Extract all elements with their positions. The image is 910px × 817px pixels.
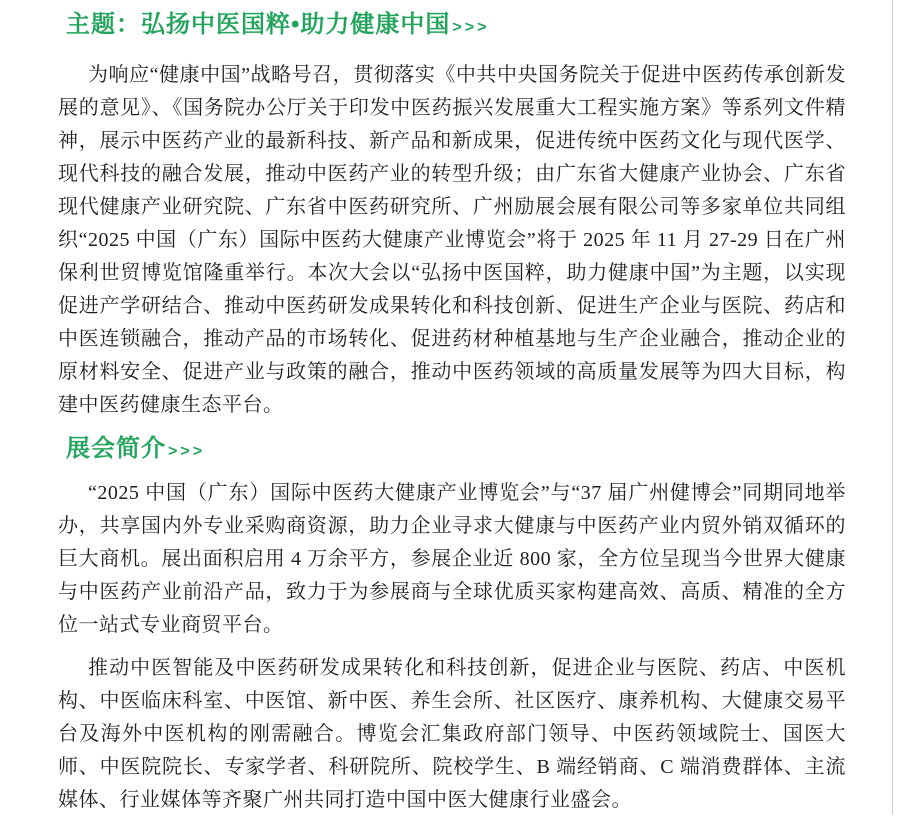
theme-heading: [66, 10, 846, 43]
expo-intro-paragraph-1: “2025 中国（广东）国际中医药大健康产业博览会”与“37 届广州健博会”同期同地举办，共享国内外专业采购商资源，助力企业寻求大健康与中医药产业内贸外销双循环的巨大商机。展出面积启用 4 万余平方，参展企业近 800 家，全方位呈现当今世界大健康与中医药产业前沿产品，致力于为参展商与全球优质买家构建高效、高质、精准的全方位一站式专业商贸平台。: [58, 482, 846, 636]
page-edge-line: [892, 0, 893, 814]
section-expo-intro: [58, 434, 846, 817]
expo-intro-heading-arrows: >>>: [168, 443, 206, 460]
theme-paragraph: 为响应“健康中国”战略号召，贯彻落实《中共中央国务院关于促进中医药传承创新发展的意见》、《国务院办公厅关于印发中医药振兴发展重大工程实施方案》等系列文件精神，展示中医药产业的最新科技、新产品和新成果，促进传统中医药文化与现代医学、现代科技的融合发展，推动中医药产业的转型升级；由广东省大健康产业协会、广东省现代健康产业研究院、广东省中医药研究所、广州励展会展有限公司等多家单位共同组织“2025 中国（广东）国际中医药大健康产业博览会”将于 2025 年 11 月 27-29 日在广州保利世贸博览馆隆重举行。本次大会以“弘扬中医国粹，助力健康中国”为主题，以实现促进产学研结合、推动中医药研发成果转化和科技创新、促进生产企业与医院、药店和中医连锁融合，推动产品的市场转化、促进药材种植基地与生产企业融合，推动企业的原材料安全、促进产业与政策的融合，推动中医药领域的高质量发展等为四大目标，构建中医药健康生态平台。: [58, 64, 846, 416]
expo-intro-heading: [66, 434, 846, 467]
document-content: [58, 0, 846, 817]
section-theme: [58, 10, 846, 422]
expo-intro-paragraph-2: 推动中医智能及中医药研发成果转化和科技创新，促进企业与医院、药店、中医机构、中医临床科室、中医馆、新中医、养生会所、社区医疗、康养机构、大健康交易平台及海外中医机构的刚需融合。博览会汇集政府部门领导、中医药领域院士、国医大师、中医院院长、专家学者、科研院所、院校学生、B 端经销商、C 端消费群体、主流媒体、行业媒体等齐聚广州共同打造中国中医大健康行业盛会。: [58, 657, 846, 811]
theme-heading-arrows: >>>: [452, 19, 490, 36]
theme-heading-text: 主题：弘扬中医国粹•助力健康中国: [66, 11, 451, 38]
expo-intro-heading-text: 展会简介: [66, 435, 166, 462]
